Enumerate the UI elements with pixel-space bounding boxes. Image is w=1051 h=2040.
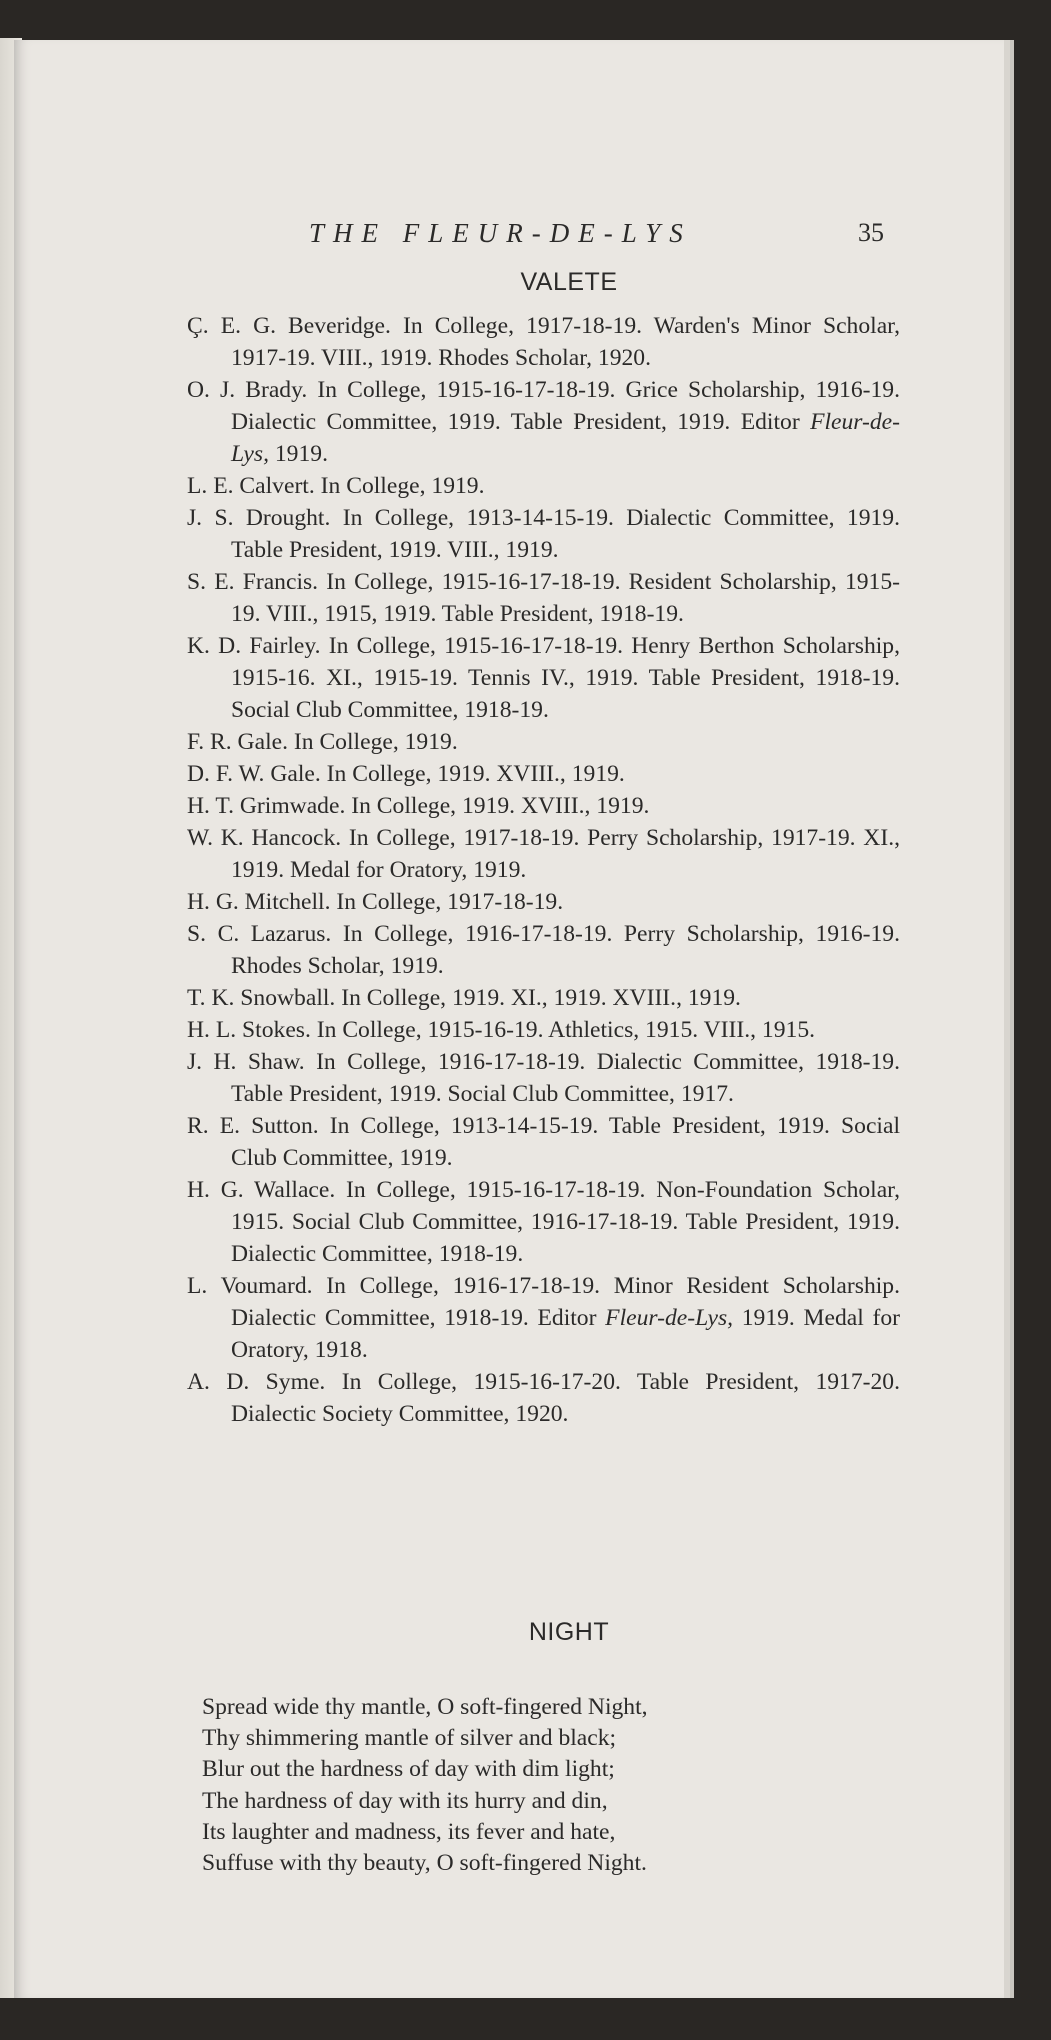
valete-entry bbox=[187, 918, 900, 982]
publication-title: Fleur-de-Lys, bbox=[605, 1305, 734, 1331]
entry-text: H. L. Stokes. In College, 1915-16-19. Athletics, 1915. VIII., 1915. bbox=[187, 1017, 816, 1043]
publication-title: Fleur-de-Lys, bbox=[231, 409, 900, 467]
entry-text: J. S. Drought. In College, 1913-14-15-19. Dialectic Committee, 1919. Table President, 1919. VIII., 1919. bbox=[187, 505, 900, 563]
poem-line: The hardness of day with its hurry and din, bbox=[202, 1787, 608, 1814]
poem-line: Its laughter and madness, its fever and hate, bbox=[202, 1818, 616, 1845]
entry-text: L. E. Calvert. In College, 1919. bbox=[187, 473, 485, 499]
valete-entry bbox=[187, 1366, 900, 1430]
valete-entry bbox=[187, 1270, 900, 1366]
valete-entry bbox=[187, 790, 900, 822]
night-poem bbox=[202, 1692, 902, 1879]
entry-text: F. R. Gale. In College, 1919. bbox=[187, 729, 458, 755]
poem-line: Thy shimmering mantle of silver and black; bbox=[202, 1725, 617, 1752]
entry-text: 1919. bbox=[268, 441, 328, 467]
night-heading: NIGHT bbox=[528, 1618, 610, 1646]
entry-text: H. G. Mitchell. In College, 1917-18-19. bbox=[187, 889, 564, 915]
valete-entry bbox=[187, 982, 900, 1014]
book-page bbox=[14, 40, 1004, 1998]
entry-text: K. D. Fairley. In College, 1915-16-17-18-19. Henry Berthon Scholarship, 1915-16. XI., 1915-19. Tennis IV., 1919. Table President, 1918-19. Social Club Committee, 1918-19. bbox=[187, 633, 900, 723]
valete-heading: VALETE bbox=[520, 268, 618, 296]
valete-entry bbox=[187, 758, 900, 790]
entry-text: J. H. Shaw. In College, 1916-17-18-19. Dialectic Committee, 1918-19. Table President, 1919. Social Club Committee, 1917. bbox=[187, 1049, 900, 1107]
valete-entry bbox=[187, 1046, 900, 1110]
page-header bbox=[14, 218, 1004, 254]
valete-entry bbox=[187, 822, 900, 886]
poem-line: Suffuse with thy beauty, O soft-fingered Night. bbox=[202, 1850, 647, 1877]
valete-entry bbox=[187, 470, 900, 502]
valete-entry bbox=[187, 374, 900, 470]
valete-entry bbox=[187, 886, 900, 918]
poem-line: Blur out the hardness of day with dim light; bbox=[202, 1756, 615, 1783]
page-number: 35 bbox=[858, 218, 884, 247]
valete-entry bbox=[187, 502, 900, 566]
valete-entry bbox=[187, 310, 900, 374]
valete-entry bbox=[187, 1110, 900, 1174]
valete-entry bbox=[187, 1174, 900, 1270]
valete-entry bbox=[187, 630, 900, 726]
running-title: THE FLEUR-DE-LYS bbox=[309, 218, 692, 248]
entry-text: H. G. Wallace. In College, 1915-16-17-18-19. Non-Foundation Scholar, 1915. Social Club Committee, 1916-17-18-19. Table President, 1919. Dialectic Committee, 1918-19. bbox=[187, 1177, 900, 1267]
entry-text: H. T. Grimwade. In College, 1919. XVIII., 1919. bbox=[187, 793, 650, 819]
entry-text: W. K. Hancock. In College, 1917-18-19. Perry Scholarship, 1917-19. XI., 1919. Medal for Oratory, 1919. bbox=[187, 825, 900, 883]
entry-text: R. E. Sutton. In College, 1913-14-15-19. Table President, 1919. Social Club Committee, 1919. bbox=[187, 1113, 900, 1171]
entry-text: 1919. Medal for Oratory, 1918. bbox=[231, 1305, 900, 1363]
entry-text: S. C. Lazarus. In College, 1916-17-18-19. Perry Scholarship, 1916-19. Rhodes Scholar, 1919. bbox=[187, 921, 900, 979]
entry-text: Ç. E. G. Beveridge. In College, 1917-18-19. Warden's Minor Scholar, 1917-19. VIII., 1919. Rhodes Scholar, 1920. bbox=[187, 313, 900, 371]
entry-text: S. E. Francis. In College, 1915-16-17-18-19. Resident Scholarship, 1915-19. VIII., 1915, 1919. Table President, 1918-19. bbox=[187, 569, 900, 627]
entry-text: T. K. Snowball. In College, 1919. XI., 1919. XVIII., 1919. bbox=[187, 985, 741, 1011]
entry-text: L. Voumard. In College, 1916-17-18-19. Minor Resident Scholarship. Dialectic Committee, 1918-19. Editor bbox=[187, 1273, 900, 1331]
valete-entry bbox=[187, 726, 900, 758]
entry-text: A. D. Syme. In College, 1915-16-17-20. Table President, 1917-20. Dialectic Society Committee, 1920. bbox=[187, 1369, 900, 1427]
valete-list bbox=[187, 310, 900, 1430]
entry-text: D. F. W. Gale. In College, 1919. XVIII., 1919. bbox=[187, 761, 625, 787]
valete-entry bbox=[187, 566, 900, 630]
entry-text: O. J. Brady. In College, 1915-16-17-18-19. Grice Scholarship, 1916-19. Dialectic Committee, 1919. Table President, 1919. Editor bbox=[187, 377, 900, 435]
valete-entry bbox=[187, 1014, 900, 1046]
poem-line: Spread wide thy mantle, O soft-fingered Night, bbox=[202, 1694, 648, 1720]
